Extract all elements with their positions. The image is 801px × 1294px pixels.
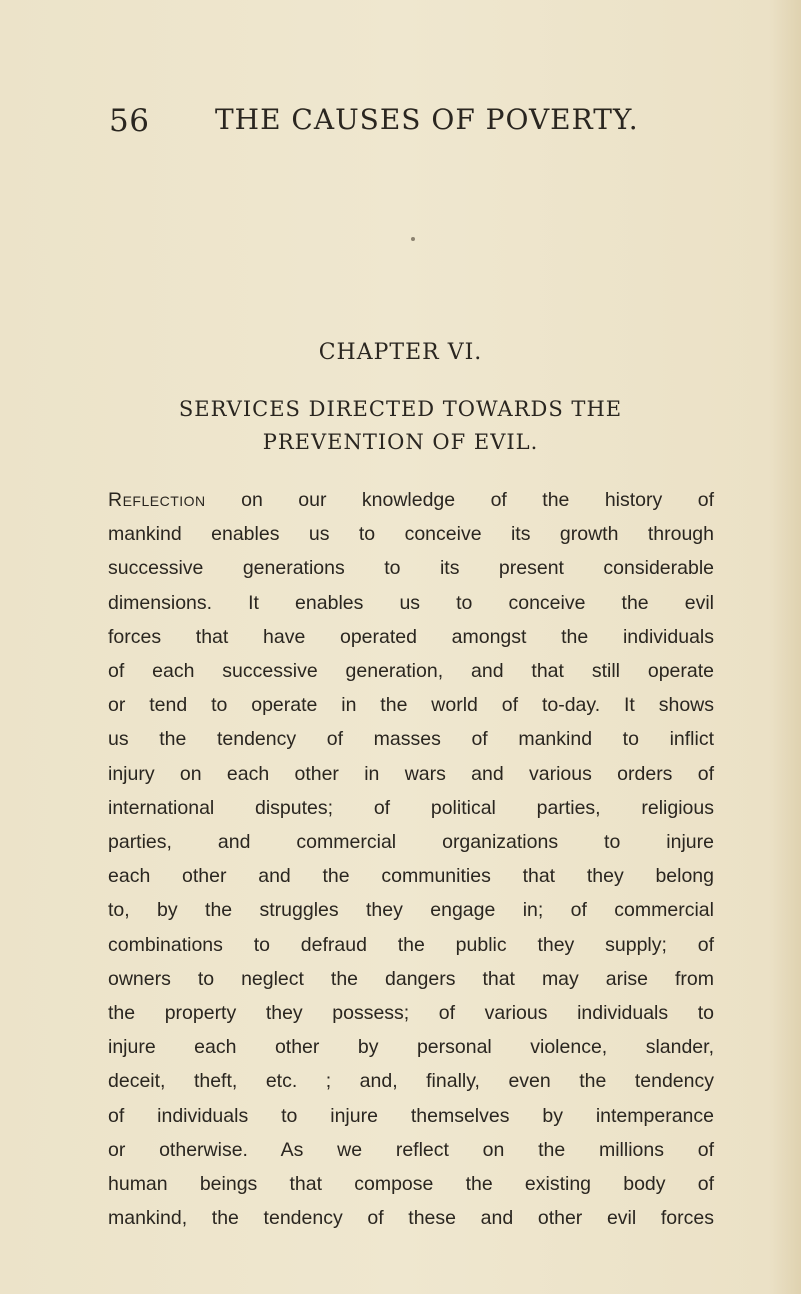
body-line: parties, and commercial organizations to injure	[108, 831, 714, 854]
body-line: mankind enables us to conceive its growth through	[108, 523, 714, 546]
body-line: combinations to defraud the public they supply; of	[108, 933, 714, 956]
body-line: to, by the struggles they engage in; of commercial	[108, 899, 714, 922]
body-line: forces that have operated amongst the individuals	[108, 625, 714, 648]
body-line: each other and the communities that they belong	[108, 865, 714, 888]
chapter-number: CHAPTER VI.	[318, 340, 483, 365]
body-line: or tend to operate in the world of to-day. It shows	[108, 694, 714, 717]
lead-word: Reflection	[108, 489, 206, 511]
first-line-rest: on our knowledge of the history of	[205, 489, 714, 511]
body-line: or otherwise. As we reflect on the millions of	[108, 1138, 714, 1161]
body-line: injure each other by personal violence, slander,	[108, 1036, 714, 1059]
chapter-title	[0, 393, 801, 459]
body-line: the property they possess; of various individuals to	[108, 1002, 714, 1025]
body-line: dimensions. It enables us to conceive the evil	[108, 591, 714, 614]
body-line: mankind, the tendency of these and other evil forces	[108, 1207, 714, 1230]
running-head-title: THE CAUSES OF POVERTY.	[215, 103, 639, 136]
body-line: us the tendency of masses of mankind to inflict	[108, 728, 714, 751]
body-line-1	[108, 483, 714, 517]
body-line: deceit, theft, etc. ; and, finally, even the tendency	[108, 1070, 714, 1093]
body-line: successive generations to its present considerable	[108, 557, 714, 580]
body-line: human beings that compose the existing body of	[108, 1173, 714, 1196]
body-line: injury on each other in wars and various orders of	[108, 762, 714, 785]
chapter-title-line-2: PREVENTION OF EVIL.	[262, 430, 539, 454]
page-number: 56	[109, 103, 150, 139]
chapter-title-line-1: SERVICES DIRECTED TOWARDS THE	[178, 397, 623, 421]
body-line: international disputes; of political parties, religious	[108, 796, 714, 819]
print-speck	[411, 237, 415, 241]
body-paragraph	[108, 483, 714, 1235]
body-line: owners to neglect the dangers that may arise from	[108, 967, 714, 990]
body-line: of each successive generation, and that still operate	[108, 660, 714, 683]
body-line: of individuals to injure themselves by intemperance	[108, 1104, 714, 1127]
